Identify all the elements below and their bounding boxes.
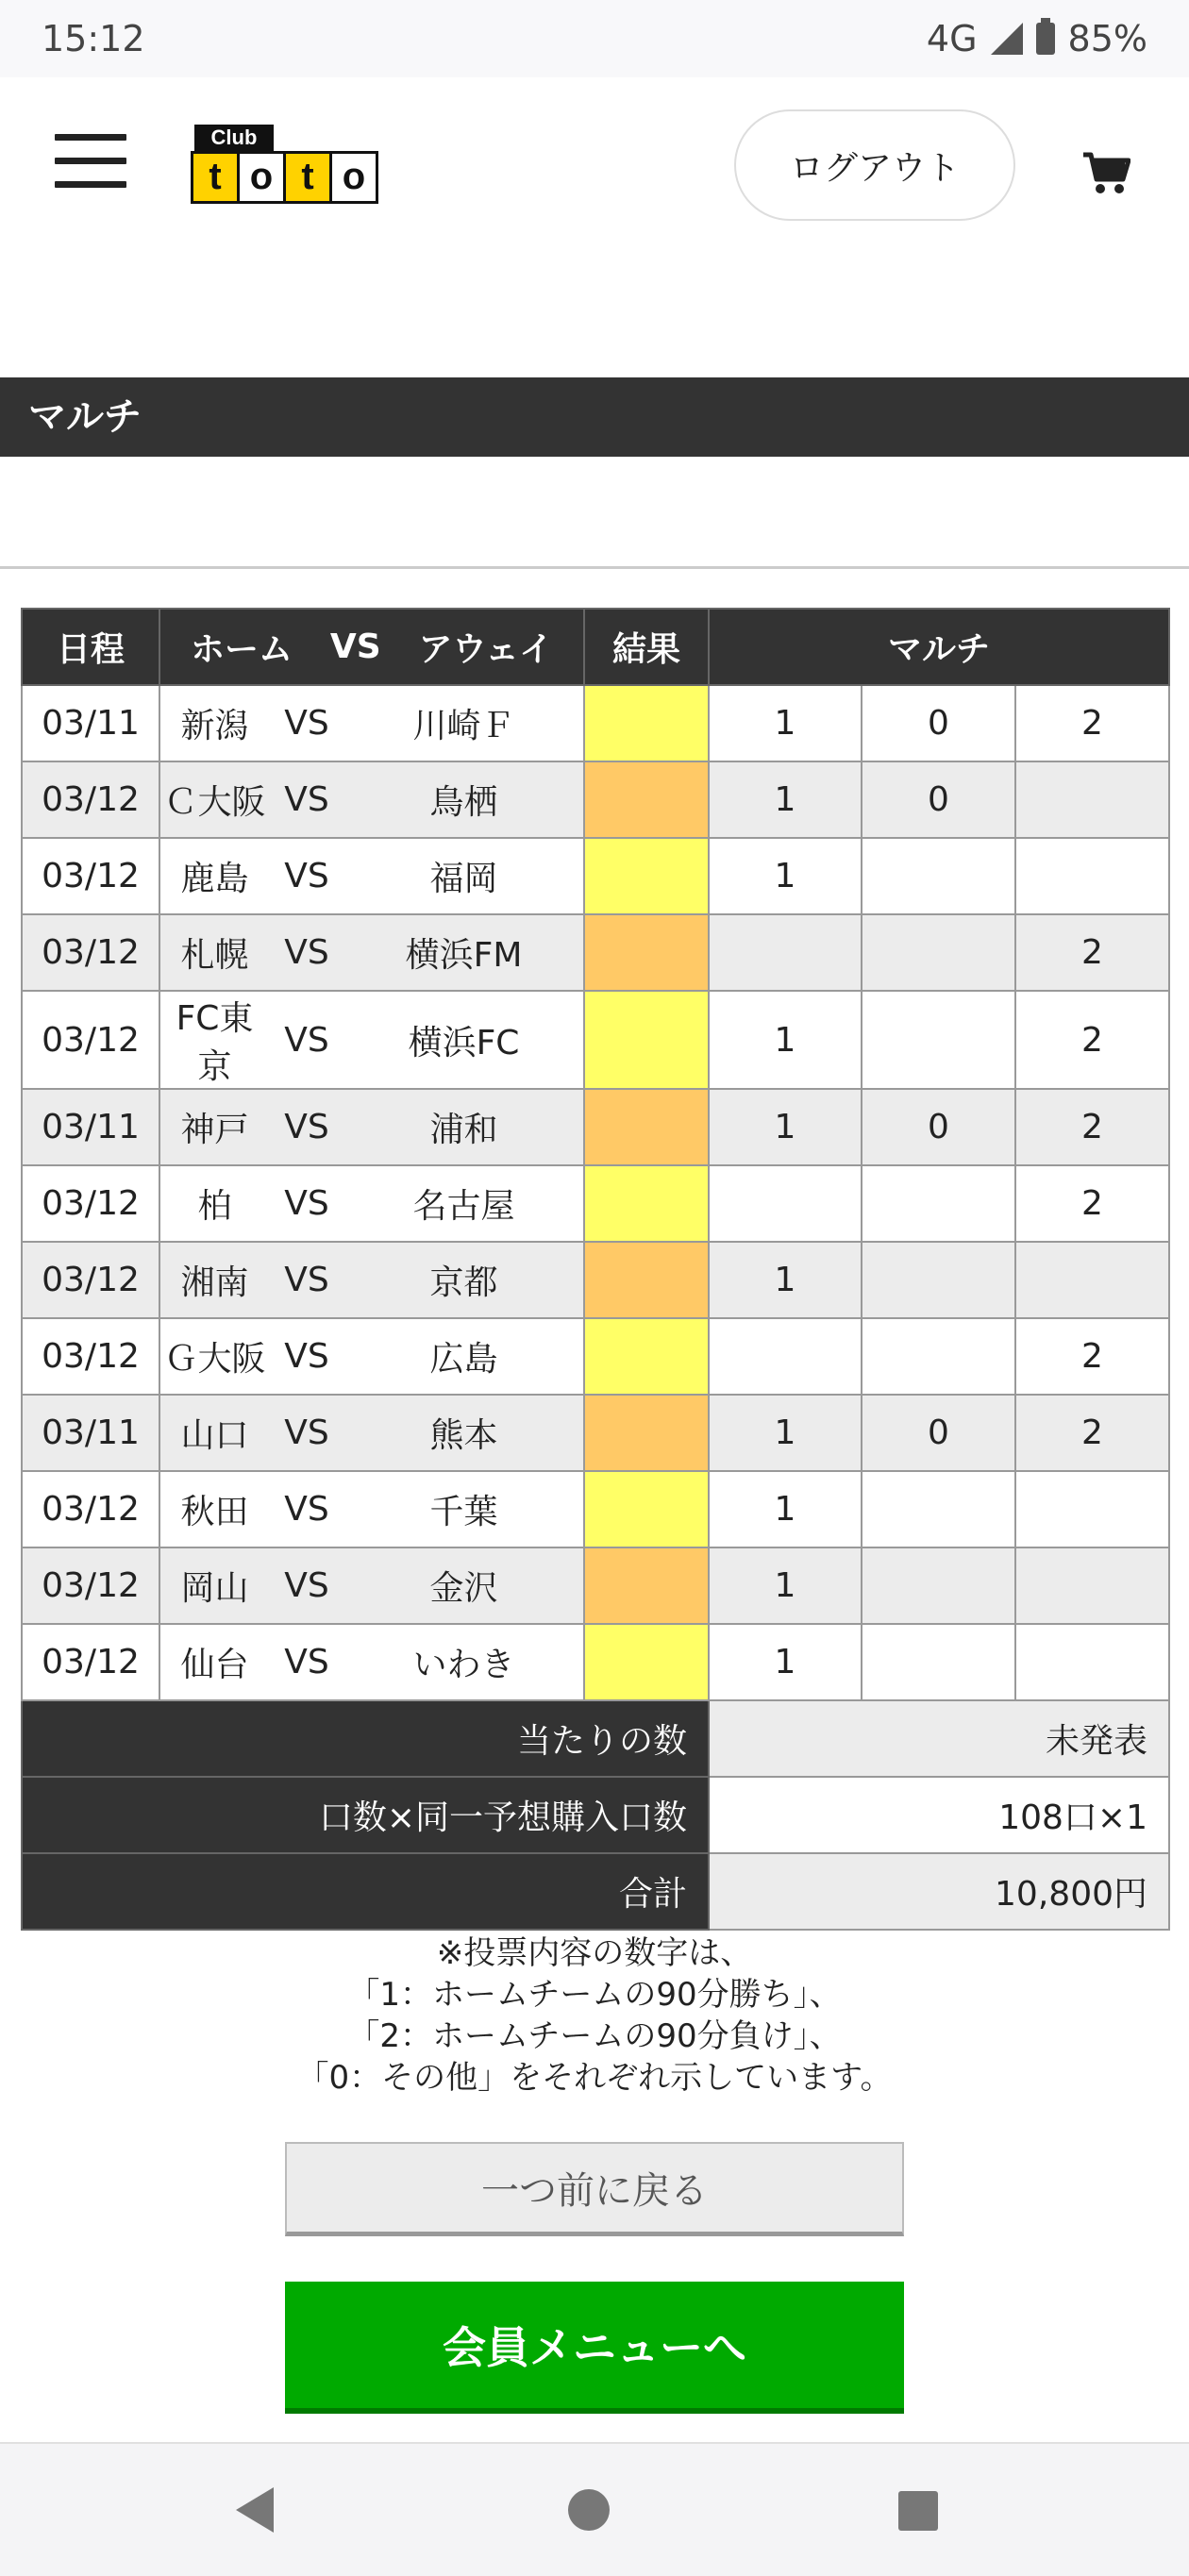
vs-label: VS (269, 761, 344, 838)
summary-label: 合計 (22, 1853, 709, 1930)
match-date: 03/11 (22, 1089, 159, 1165)
home-team: 神戸 (159, 1089, 269, 1165)
pick-2: 2 (1015, 1089, 1169, 1165)
logo-letter: o (237, 151, 286, 204)
result-cell (584, 1318, 709, 1395)
home-team: Ｇ大阪 (159, 1318, 269, 1395)
result-cell (584, 1395, 709, 1471)
match-date: 03/12 (22, 1242, 159, 1318)
logo-toto-letters (191, 151, 376, 204)
summary-row-hits (22, 1700, 1169, 1777)
summary-value: 108口×1 (709, 1777, 1169, 1853)
away-team: 浦和 (344, 1089, 584, 1165)
network-type: 4G (926, 18, 978, 59)
vs-label: VS (269, 838, 344, 914)
home-team: Ｃ大阪 (159, 761, 269, 838)
status-indicators (927, 18, 1147, 59)
vs-label: VS (269, 1624, 344, 1700)
table-row (22, 1165, 1169, 1242)
nav-home-icon[interactable] (568, 2489, 610, 2531)
pick-1: 1 (709, 761, 862, 838)
result-cell (584, 685, 709, 761)
match-date: 03/12 (22, 1471, 159, 1547)
home-team: 柏 (159, 1165, 269, 1242)
pick-2: 2 (1015, 1165, 1169, 1242)
header-home: ホーム (190, 630, 293, 669)
pick-1: 1 (709, 991, 862, 1089)
result-cell (584, 1547, 709, 1624)
table-row (22, 1547, 1169, 1624)
vs-label: VS (269, 1471, 344, 1547)
table-row (22, 1471, 1169, 1547)
summary-row-total (22, 1853, 1169, 1930)
away-team: 川崎Ｆ (344, 685, 584, 761)
table-row (22, 1624, 1169, 1700)
result-cell (584, 761, 709, 838)
summary-label: 当たりの数 (22, 1700, 709, 1777)
pick-1: 1 (709, 1471, 862, 1547)
vs-label: VS (269, 1318, 344, 1395)
header-multi: マルチ (709, 609, 1169, 685)
match-date: 03/11 (22, 685, 159, 761)
battery-level: 85% (1067, 18, 1147, 59)
vote-note (0, 1932, 1189, 2099)
site-header (0, 77, 1189, 247)
hamburger-menu-icon[interactable] (55, 134, 126, 189)
result-cell (584, 838, 709, 914)
nav-back-icon[interactable] (236, 2487, 274, 2533)
status-bar (0, 0, 1189, 77)
header-vs: VS (329, 627, 381, 666)
pick-1 (709, 1318, 862, 1395)
pick-1 (709, 914, 862, 991)
pick-0 (862, 1624, 1015, 1700)
away-team: 鳥栖 (344, 761, 584, 838)
table-row (22, 838, 1169, 914)
pick-1: 1 (709, 838, 862, 914)
home-team: 札幌 (159, 914, 269, 991)
table-row (22, 1318, 1169, 1395)
vs-label: VS (269, 991, 344, 1089)
home-team: 湘南 (159, 1242, 269, 1318)
match-date: 03/12 (22, 1318, 159, 1395)
away-team: 京都 (344, 1242, 584, 1318)
pick-0: 0 (862, 761, 1015, 838)
away-team: 熊本 (344, 1395, 584, 1471)
member-menu-button[interactable]: 会員メニューへ (285, 2282, 904, 2414)
table-row (22, 1242, 1169, 1318)
vs-label: VS (269, 1089, 344, 1165)
status-time: 15:12 (42, 18, 145, 59)
match-date: 03/12 (22, 914, 159, 991)
summary-value: 10,800円 (709, 1853, 1169, 1930)
table-row (22, 1395, 1169, 1471)
away-team: 広島 (344, 1318, 584, 1395)
table-row (22, 685, 1169, 761)
pick-0 (862, 1165, 1015, 1242)
divider (0, 566, 1189, 569)
pick-1: 1 (709, 1242, 862, 1318)
header-match (159, 609, 584, 685)
home-team: FC東京 (159, 991, 269, 1089)
pick-2: 2 (1015, 914, 1169, 991)
note-line: 「0：その他」をそれぞれ示しています。 (296, 2059, 893, 2097)
section-title: マルチ (0, 377, 1189, 457)
vs-label: VS (269, 1395, 344, 1471)
logo-club-text: Club (194, 125, 274, 151)
match-date: 03/12 (22, 1165, 159, 1242)
away-team: いわき (344, 1624, 584, 1700)
away-team: 名古屋 (344, 1165, 584, 1242)
pick-0 (862, 1471, 1015, 1547)
away-team: 横浜FC (344, 991, 584, 1089)
pick-2: 2 (1015, 991, 1169, 1089)
result-cell (584, 991, 709, 1089)
table-row (22, 991, 1169, 1089)
away-team: 金沢 (344, 1547, 584, 1624)
ticket-table (21, 608, 1170, 1931)
header-away: アウェイ (418, 630, 554, 669)
battery-icon (1036, 23, 1055, 55)
club-toto-logo[interactable] (189, 125, 377, 200)
table-row (22, 1089, 1169, 1165)
pick-2 (1015, 838, 1169, 914)
note-line: ※投票内容の数字は、 (436, 1934, 753, 1972)
pick-0: 0 (862, 1395, 1015, 1471)
match-date: 03/12 (22, 1547, 159, 1624)
pick-2: 2 (1015, 685, 1169, 761)
match-date: 03/11 (22, 1395, 159, 1471)
pick-1: 1 (709, 1395, 862, 1471)
home-team: 鹿島 (159, 838, 269, 914)
home-team: 新潟 (159, 685, 269, 761)
pick-0 (862, 1547, 1015, 1624)
pick-0 (862, 1318, 1015, 1395)
away-team: 福岡 (344, 838, 584, 914)
pick-0 (862, 914, 1015, 991)
system-nav-bar (0, 2442, 1189, 2576)
logo-letter: t (191, 151, 240, 204)
pick-1 (709, 1165, 862, 1242)
signal-icon (991, 23, 1023, 55)
cart-icon[interactable] (1081, 149, 1130, 196)
header-date: 日程 (22, 609, 159, 685)
header-result: 結果 (584, 609, 709, 685)
match-date: 03/12 (22, 838, 159, 914)
away-team: 横浜FM (344, 914, 584, 991)
vs-label: VS (269, 1165, 344, 1242)
pick-0 (862, 1242, 1015, 1318)
result-cell (584, 1089, 709, 1165)
match-date: 03/12 (22, 1624, 159, 1700)
home-team: 岡山 (159, 1547, 269, 1624)
pick-0 (862, 838, 1015, 914)
nav-recents-icon[interactable] (898, 2491, 938, 2531)
result-cell (584, 1165, 709, 1242)
pick-0: 0 (862, 685, 1015, 761)
logo-letter: t (283, 151, 332, 204)
pick-2 (1015, 761, 1169, 838)
pick-2: 2 (1015, 1395, 1169, 1471)
match-date: 03/12 (22, 761, 159, 838)
vs-label: VS (269, 1242, 344, 1318)
pick-2 (1015, 1624, 1169, 1700)
note-line: 「2：ホームチームの90分負け」、 (347, 2017, 842, 2055)
pick-1: 1 (709, 1624, 862, 1700)
result-cell (584, 1624, 709, 1700)
result-cell (584, 1471, 709, 1547)
table-row (22, 761, 1169, 838)
summary-value: 未発表 (709, 1700, 1169, 1777)
away-team: 千葉 (344, 1471, 584, 1547)
result-cell (584, 1242, 709, 1318)
pick-2 (1015, 1242, 1169, 1318)
logo-letter: o (329, 151, 378, 204)
vs-label: VS (269, 1547, 344, 1624)
pick-2: 2 (1015, 1318, 1169, 1395)
pick-1: 1 (709, 685, 862, 761)
pick-0 (862, 991, 1015, 1089)
logout-button[interactable]: ログアウト (734, 109, 1015, 221)
summary-row-units (22, 1777, 1169, 1853)
pick-1: 1 (709, 1547, 862, 1624)
result-cell (584, 914, 709, 991)
match-date: 03/12 (22, 991, 159, 1089)
home-team: 山口 (159, 1395, 269, 1471)
table-row (22, 914, 1169, 991)
note-line: 「1：ホームチームの90分勝ち」、 (347, 1976, 842, 2014)
home-team: 秋田 (159, 1471, 269, 1547)
vs-label: VS (269, 685, 344, 761)
summary-label: 口数×同一予想購入口数 (22, 1777, 709, 1853)
pick-1: 1 (709, 1089, 862, 1165)
pick-2 (1015, 1547, 1169, 1624)
home-team: 仙台 (159, 1624, 269, 1700)
table-header-row (22, 609, 1169, 685)
pick-2 (1015, 1471, 1169, 1547)
pick-0: 0 (862, 1089, 1015, 1165)
vs-label: VS (269, 914, 344, 991)
back-button[interactable]: 一つ前に戻る (285, 2142, 904, 2236)
